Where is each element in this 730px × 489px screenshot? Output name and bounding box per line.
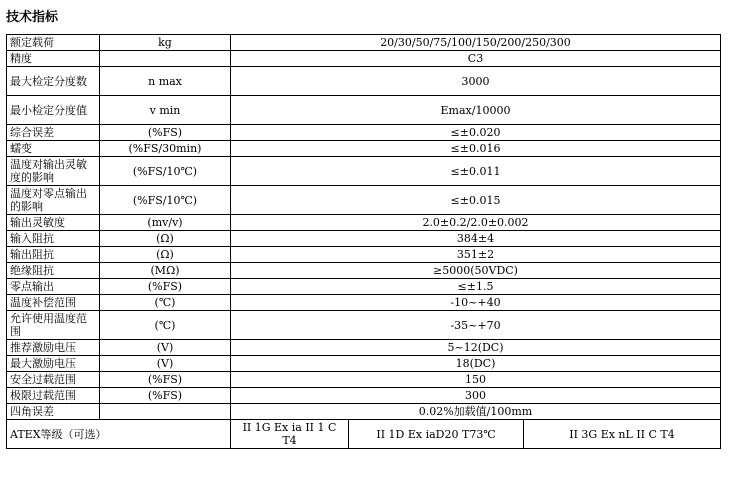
param-value: 150 [231,372,721,388]
table-row [7,388,721,404]
param-unit: (Ω) [100,231,231,247]
table-row [7,157,721,186]
table-row [7,51,721,67]
param-name: 最大激励电压 [7,356,100,372]
param-value: -35~+70 [231,311,721,340]
param-name: 推荐激励电压 [7,340,100,356]
param-unit: (%FS) [100,279,231,295]
param-unit: kg [100,35,231,51]
table-row [7,231,721,247]
param-unit: (%FS/30min) [100,141,231,157]
param-name: 最小检定分度值 [7,96,100,125]
param-unit: (V) [100,340,231,356]
param-value: C3 [231,51,721,67]
param-name: 输出灵敏度 [7,215,100,231]
param-value: 3000 [231,67,721,96]
table-row [7,372,721,388]
param-value: 300 [231,388,721,404]
param-unit: (V) [100,356,231,372]
param-value: 20/30/50/75/100/150/200/250/300 [231,35,721,51]
param-name: 最大检定分度数 [7,67,100,96]
param-value: ≤±0.015 [231,186,721,215]
param-unit: (Ω) [100,247,231,263]
param-unit: n max [100,67,231,96]
param-unit: (℃) [100,311,231,340]
param-name: 四角误差 [7,404,100,420]
param-value: ≤±0.011 [231,157,721,186]
atex-row [7,420,721,449]
param-name: 极限过载范围 [7,388,100,404]
param-name: 温度对零点输出的影响 [7,186,100,215]
param-name: 蠕变 [7,141,100,157]
atex-option-2: II 1D Ex iaD20 T73℃ [349,420,524,449]
param-name: 绝缘阻抗 [7,263,100,279]
param-unit: (%FS/10℃) [100,186,231,215]
param-name: 零点输出 [7,279,100,295]
param-name: 温度对输出灵敏度的影响 [7,157,100,186]
table-row [7,279,721,295]
param-name: 额定载荷 [7,35,100,51]
table-row [7,215,721,231]
param-value: 18(DC) [231,356,721,372]
param-unit: (%FS) [100,125,231,141]
table-row [7,125,721,141]
table-row [7,35,721,51]
table-row [7,96,721,125]
param-value: -10~+40 [231,295,721,311]
section-title: 技术指标 [6,10,59,25]
param-value: 5~12(DC) [231,340,721,356]
param-name: 温度补偿范围 [7,295,100,311]
param-unit: v min [100,96,231,125]
atex-name: ATEX等级（可选） [7,420,231,449]
param-unit: (mv/v) [100,215,231,231]
table-row [7,247,721,263]
param-name: 输入阻抗 [7,231,100,247]
param-value: Emax/10000 [231,96,721,125]
param-unit: (%FS) [100,372,231,388]
param-unit: (MΩ) [100,263,231,279]
table-row [7,311,721,340]
table-row [7,340,721,356]
param-name: 允许使用温度范围 [7,311,100,340]
param-value: 351±2 [231,247,721,263]
table-row [7,186,721,215]
table-row [7,67,721,96]
table-row [7,295,721,311]
atex-option-1: II 1G Ex ia II 1 C T4 [231,420,349,449]
param-unit: (℃) [100,295,231,311]
param-value: 2.0±0.2/2.0±0.002 [231,215,721,231]
param-value: 384±4 [231,231,721,247]
param-value: ≤±1.5 [231,279,721,295]
table-row [7,404,721,420]
param-name: 精度 [7,51,100,67]
param-name: 综合误差 [7,125,100,141]
param-unit: (%FS) [100,388,231,404]
param-unit [100,404,231,420]
param-value: ≤±0.016 [231,141,721,157]
param-name: 输出阻抗 [7,247,100,263]
table-row [7,141,721,157]
spec-table [6,34,721,449]
param-value: 0.02%加载值/100mm [231,404,721,420]
param-unit: (%FS/10℃) [100,157,231,186]
param-value: ≤±0.020 [231,125,721,141]
param-value: ≥5000(50VDC) [231,263,721,279]
table-row [7,356,721,372]
param-unit [100,51,231,67]
table-row [7,263,721,279]
atex-option-3: II 3G Ex nL II C T4 [524,420,721,449]
param-name: 安全过载范围 [7,372,100,388]
